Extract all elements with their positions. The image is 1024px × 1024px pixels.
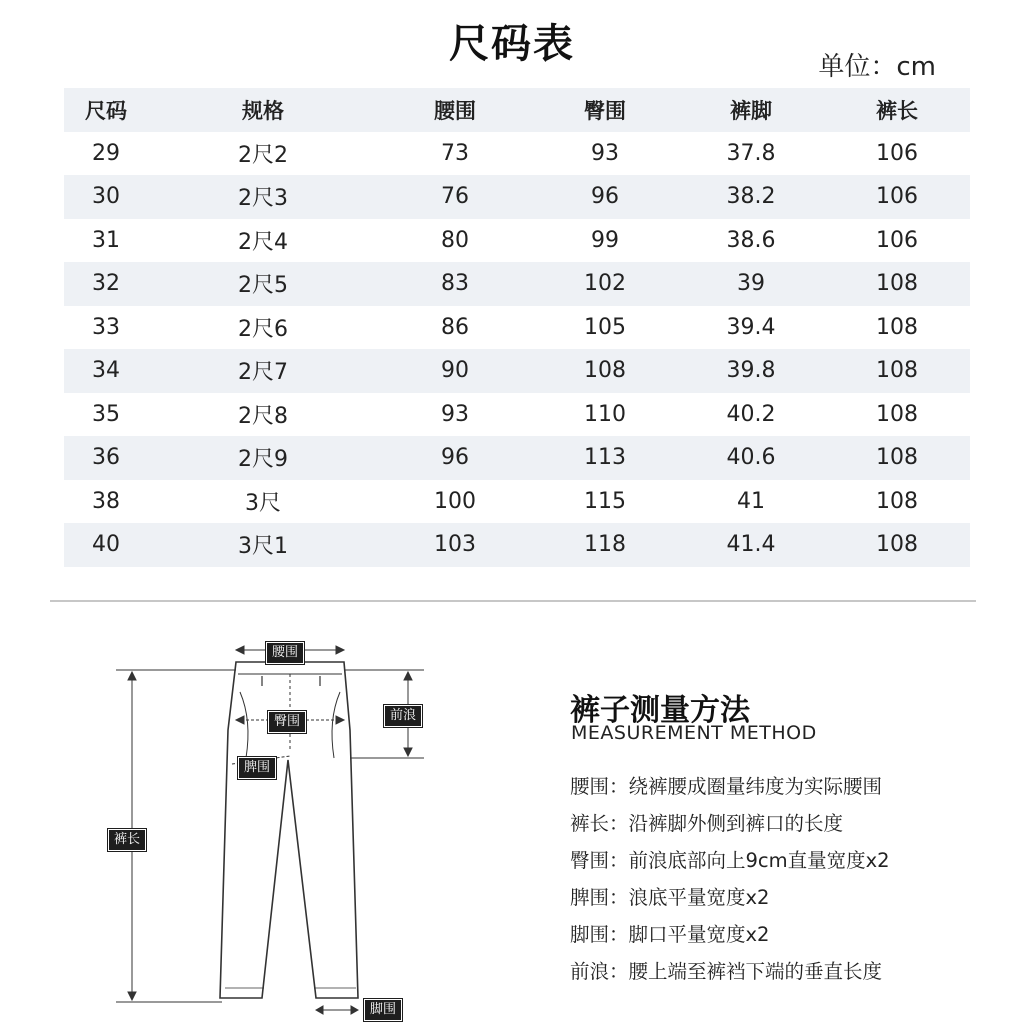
cell-hip: 118 (584, 532, 626, 558)
cell-hip: 93 (591, 140, 619, 166)
cell-waist: 100 (434, 488, 476, 514)
cell-size: 36 (92, 445, 120, 471)
section-divider (50, 600, 976, 602)
length-label: 裤长 (108, 829, 146, 851)
cell-size: 33 (92, 314, 120, 340)
cell-waist: 96 (441, 445, 469, 471)
header-length: 裤长 (876, 98, 918, 123)
cell-length: 108 (876, 532, 918, 558)
cell-waist: 103 (434, 532, 476, 558)
header-size: 尺码 (85, 98, 127, 123)
cell-spec: 2尺6 (238, 316, 288, 342)
method-item-length: 裤长：沿裤脚外侧到裤口的长度 (570, 812, 844, 835)
method-item-hem: 脚围：脚口平量宽度x2 (570, 923, 770, 946)
cell-length: 108 (876, 271, 918, 297)
cell-size: 34 (92, 358, 120, 384)
cell-length: 106 (876, 227, 918, 253)
table-row (64, 132, 970, 176)
cell-length: 108 (876, 314, 918, 340)
cell-waist: 73 (441, 140, 469, 166)
table-header-row (64, 88, 970, 132)
cell-waist: 80 (441, 227, 469, 253)
measurement-lines (116, 646, 424, 1014)
table-row (64, 480, 970, 524)
cell-hip: 105 (584, 314, 626, 340)
cell-size: 30 (92, 184, 120, 210)
cell-length: 106 (876, 140, 918, 166)
cell-hem: 41 (737, 488, 765, 514)
header-spec: 规格 (242, 98, 284, 123)
cell-hem: 40.2 (726, 401, 776, 427)
cell-spec: 3尺1 (238, 534, 288, 560)
cell-hip: 110 (584, 401, 626, 427)
table-row (64, 349, 970, 393)
cell-size: 35 (92, 401, 120, 427)
method-list (570, 772, 890, 994)
cell-hem: 41.4 (726, 532, 776, 558)
cell-spec: 2尺7 (238, 360, 288, 386)
cell-size: 38 (92, 488, 120, 514)
method-item-waist: 腰围：绕裤腰成圈量纬度为实际腰围 (570, 775, 883, 798)
unit-label: 单位：cm (818, 52, 936, 82)
cell-length: 108 (876, 358, 918, 384)
cell-size: 32 (92, 271, 120, 297)
cell-spec: 2尺9 (238, 447, 288, 473)
cell-size: 31 (92, 227, 120, 253)
cell-spec: 2尺3 (238, 186, 288, 212)
cell-size: 40 (92, 532, 120, 558)
cell-hip: 99 (591, 227, 619, 253)
thigh-label: 脾围 (238, 757, 276, 779)
cell-length: 108 (876, 401, 918, 427)
method-title: 裤子测量方法 (570, 693, 750, 728)
waist-label: 腰围 (266, 642, 304, 664)
cell-hem: 37.8 (726, 140, 776, 166)
cell-length: 108 (876, 445, 918, 471)
cell-hem: 38.6 (726, 227, 776, 253)
table-row (64, 393, 970, 437)
cell-waist: 76 (441, 184, 469, 210)
cell-spec: 2尺4 (238, 229, 288, 255)
cell-hem: 38.2 (726, 184, 776, 210)
table-row (64, 262, 970, 306)
header-hem: 裤脚 (730, 98, 772, 123)
table-row (64, 219, 970, 263)
cell-size: 29 (92, 140, 120, 166)
cell-spec: 2尺2 (238, 142, 288, 168)
cell-hip: 102 (584, 271, 626, 297)
header-waist: 腰围 (434, 98, 476, 123)
size-table (64, 88, 970, 567)
cell-spec: 3尺 (245, 490, 281, 516)
cell-hip: 96 (591, 184, 619, 210)
method-subtitle: MEASUREMENT METHOD (571, 722, 817, 744)
table-row (64, 436, 970, 480)
cell-hem: 39.4 (726, 314, 776, 340)
cell-hip: 108 (584, 358, 626, 384)
table-row (64, 523, 970, 567)
front-rise-label: 前浪 (384, 705, 422, 727)
cell-length: 108 (876, 488, 918, 514)
cell-hem: 39 (737, 271, 765, 297)
cell-hem: 39.8 (726, 358, 776, 384)
table-row (64, 306, 970, 350)
hip-label: 臀围 (268, 711, 306, 733)
cell-hem: 40.6 (726, 445, 776, 471)
cell-spec: 2尺5 (238, 273, 288, 299)
method-item-hip: 臀围：前浪底部向上9cm直量宽度x2 (570, 849, 890, 872)
cell-waist: 90 (441, 358, 469, 384)
cell-waist: 93 (441, 401, 469, 427)
table-row (64, 175, 970, 219)
cell-waist: 83 (441, 271, 469, 297)
header-hip: 臀围 (584, 98, 626, 123)
method-item-thigh: 脾围：浪底平量宽度x2 (570, 886, 770, 909)
hem-label: 脚围 (364, 999, 402, 1021)
cell-hip: 115 (584, 488, 626, 514)
cell-waist: 86 (441, 314, 469, 340)
cell-spec: 2尺8 (238, 403, 288, 429)
cell-length: 106 (876, 184, 918, 210)
page-title: 尺码表 (449, 21, 575, 67)
cell-hip: 113 (584, 445, 626, 471)
method-item-front-rise: 前浪：腰上端至裤裆下端的垂直长度 (570, 960, 883, 983)
